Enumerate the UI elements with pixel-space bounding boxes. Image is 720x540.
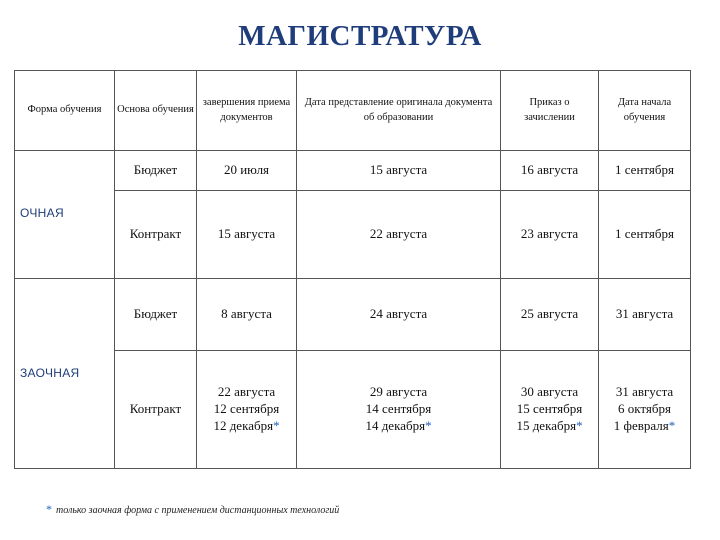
table-row <box>15 279 691 351</box>
end-date-cell: 8 августа <box>197 279 297 351</box>
end-date-cell: 20 июля <box>197 151 297 191</box>
header-form: Форма обучения <box>15 71 115 151</box>
orig-date-cell: 29 августа 14 сентября 14 декабря* <box>297 351 501 469</box>
asterisk-mark: * <box>273 417 280 433</box>
asterisk-mark: * <box>46 502 52 516</box>
basis-cell: Бюджет <box>115 151 197 191</box>
end-date-cell: 15 августа <box>197 191 297 279</box>
header-basis: Основа обучения <box>115 71 197 151</box>
basis-cell: Контракт <box>115 351 197 469</box>
orig-date-cell: 22 августа <box>297 191 501 279</box>
orig-date-cell: 15 августа <box>297 151 501 191</box>
order-date-cell: 16 августа <box>501 151 599 191</box>
table-row <box>15 151 691 191</box>
form-label-part-time: ЗАОЧНАЯ <box>20 366 80 380</box>
schedule-table <box>14 70 691 469</box>
header-enrollment-order: Приказ о зачислении <box>501 71 599 151</box>
footnote-text: только заочная форма с применением дистанционных технологий <box>56 505 340 516</box>
order-date-cell: 23 августа <box>501 191 599 279</box>
orig-date-cell: 24 августа <box>297 279 501 351</box>
start-date-cell: 31 августа <box>599 279 691 351</box>
header-end-of-admission: завершения приема документов <box>197 71 297 151</box>
form-label-full-time: ОЧНАЯ <box>20 206 64 220</box>
asterisk-mark: * <box>425 417 432 433</box>
header-original-docs: Дата представление оригинала документа об образовании <box>297 71 501 151</box>
page-title: МАГИСТРАТУРА <box>238 20 482 52</box>
order-date-cell: 25 августа <box>501 279 599 351</box>
start-date-cell: 1 сентября <box>599 191 691 279</box>
start-date-cell: 31 августа 6 октября 1 февраля* <box>599 351 691 469</box>
start-date-cell: 1 сентября <box>599 151 691 191</box>
basis-cell: Бюджет <box>115 279 197 351</box>
end-date-cell: 22 августа 12 сентября 12 декабря* <box>197 351 297 469</box>
table-row <box>15 191 691 279</box>
table-row <box>15 351 691 469</box>
asterisk-mark: * <box>668 417 676 433</box>
basis-cell: Контракт <box>115 191 197 279</box>
header-row <box>15 71 691 151</box>
footnote <box>46 502 339 517</box>
asterisk-mark: * <box>576 417 583 433</box>
header-start-date: Дата начала обучения <box>599 71 691 151</box>
order-date-cell: 30 августа 15 сентября 15 декабря* <box>501 351 599 469</box>
